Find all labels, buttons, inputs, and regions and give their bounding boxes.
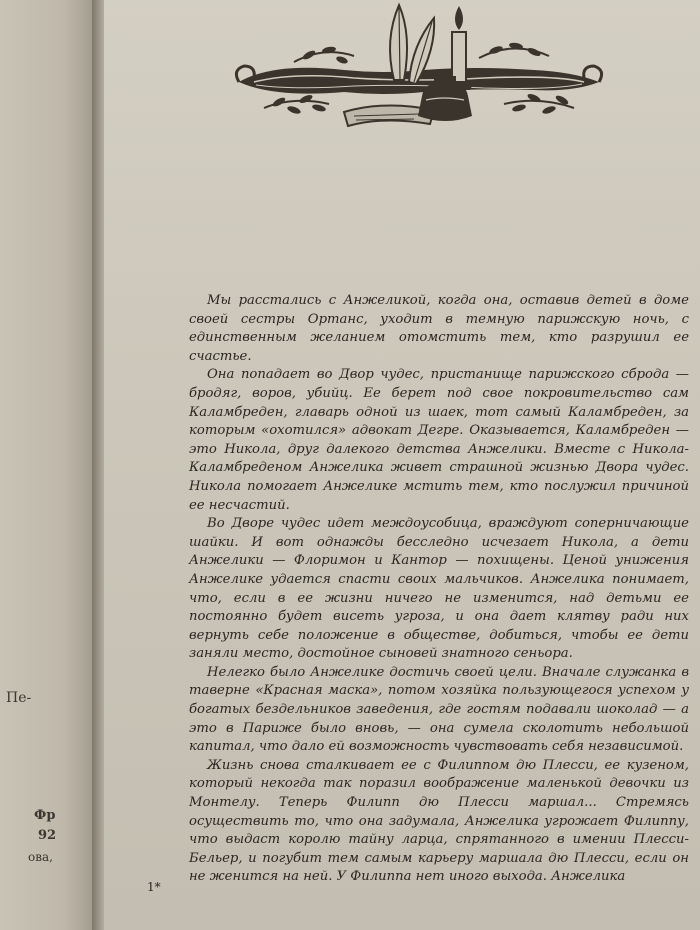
- left-page-fragment: Пе-: [6, 690, 32, 706]
- right-page: [104, 0, 700, 930]
- body-text: [189, 292, 689, 887]
- paragraph: Жизнь снова сталкивает ее с Филиппом дю Плесси, ее кузеном, который некогда так поразил воображение маленькой девочки из Монтелу. Теперь Филипп дю Плесси маршал... Стремясь осуществить то, что она задумала, Анжелика угрожает Филиппу, что выдаст королю тайну ларца, спрятанного в имении Плесси-Бельер, и погубит тем самым карьеру маршала дю Плесси, если он не женится на ней. У Филиппа нет иного выхода. Анжелика: [189, 757, 689, 885]
- paragraph: Она попадает во Двор чудес, пристанище парижского сброда — бродяг, воров, убийц. Ее берет под свое покровительство сам Каламбреден, главарь одной из шаек, тот самый Каламбреден, за которым «охотился» адвокат Дегре. Оказывается, Каламбреден — это Никола, друг далекого детства Анжелики. Вместе с Никола-Каламбреденом Анжелика живет страшной жизнью Двора чудес. Никола помогает Анжелике мстить тем, кто послужил причиной ее несчастий.: [189, 367, 689, 513]
- quill-inkwell-ornament-icon: [234, 0, 604, 135]
- left-page-fragment: ова,: [28, 850, 53, 864]
- left-page: [0, 0, 92, 930]
- paragraph: Мы расстались с Анжеликой, когда она, оставив детей в доме своей сестры Ортанс, уходит в темную парижскую ночь, с единственным желанием отомстить тем, кто разрушил ее счастье.: [189, 293, 689, 364]
- left-page-fragment: 92: [38, 828, 57, 843]
- signature-mark: 1*: [147, 880, 161, 894]
- paragraph: Во Дворе чудес идет междоусобица, враждуют соперничающие шайки. И вот однажды бесследно исчезает Никола, а дети Анжелики — Флоримон и Кантор — похищены. Ценой унижения Анжелике удается спасти своих мальчиков. Анжелика понимает, что, если в ее жизни ничего не изменится, над детьми ее постоянно будет висеть угроза, и она дает клятву ради них вернуть себе положение в обществе, добиться, чтобы ее дети заняли место, достойное сыновей знатного сеньора.: [189, 516, 689, 662]
- paragraph: Нелегко было Анжелике достичь своей цели. Вначале служанка в таверне «Красная маска», потом хозяйка пользующегося успехом у богатых бездельников заведения, где гостям подавали шоколад — а это в Париже было вновь, — она сумела сколотить небольшой капитал, что дало ей возможность чувствовать себя независимой.: [189, 664, 689, 755]
- book-spine-gutter: [92, 0, 104, 930]
- left-page-fragment: Фр: [34, 808, 56, 823]
